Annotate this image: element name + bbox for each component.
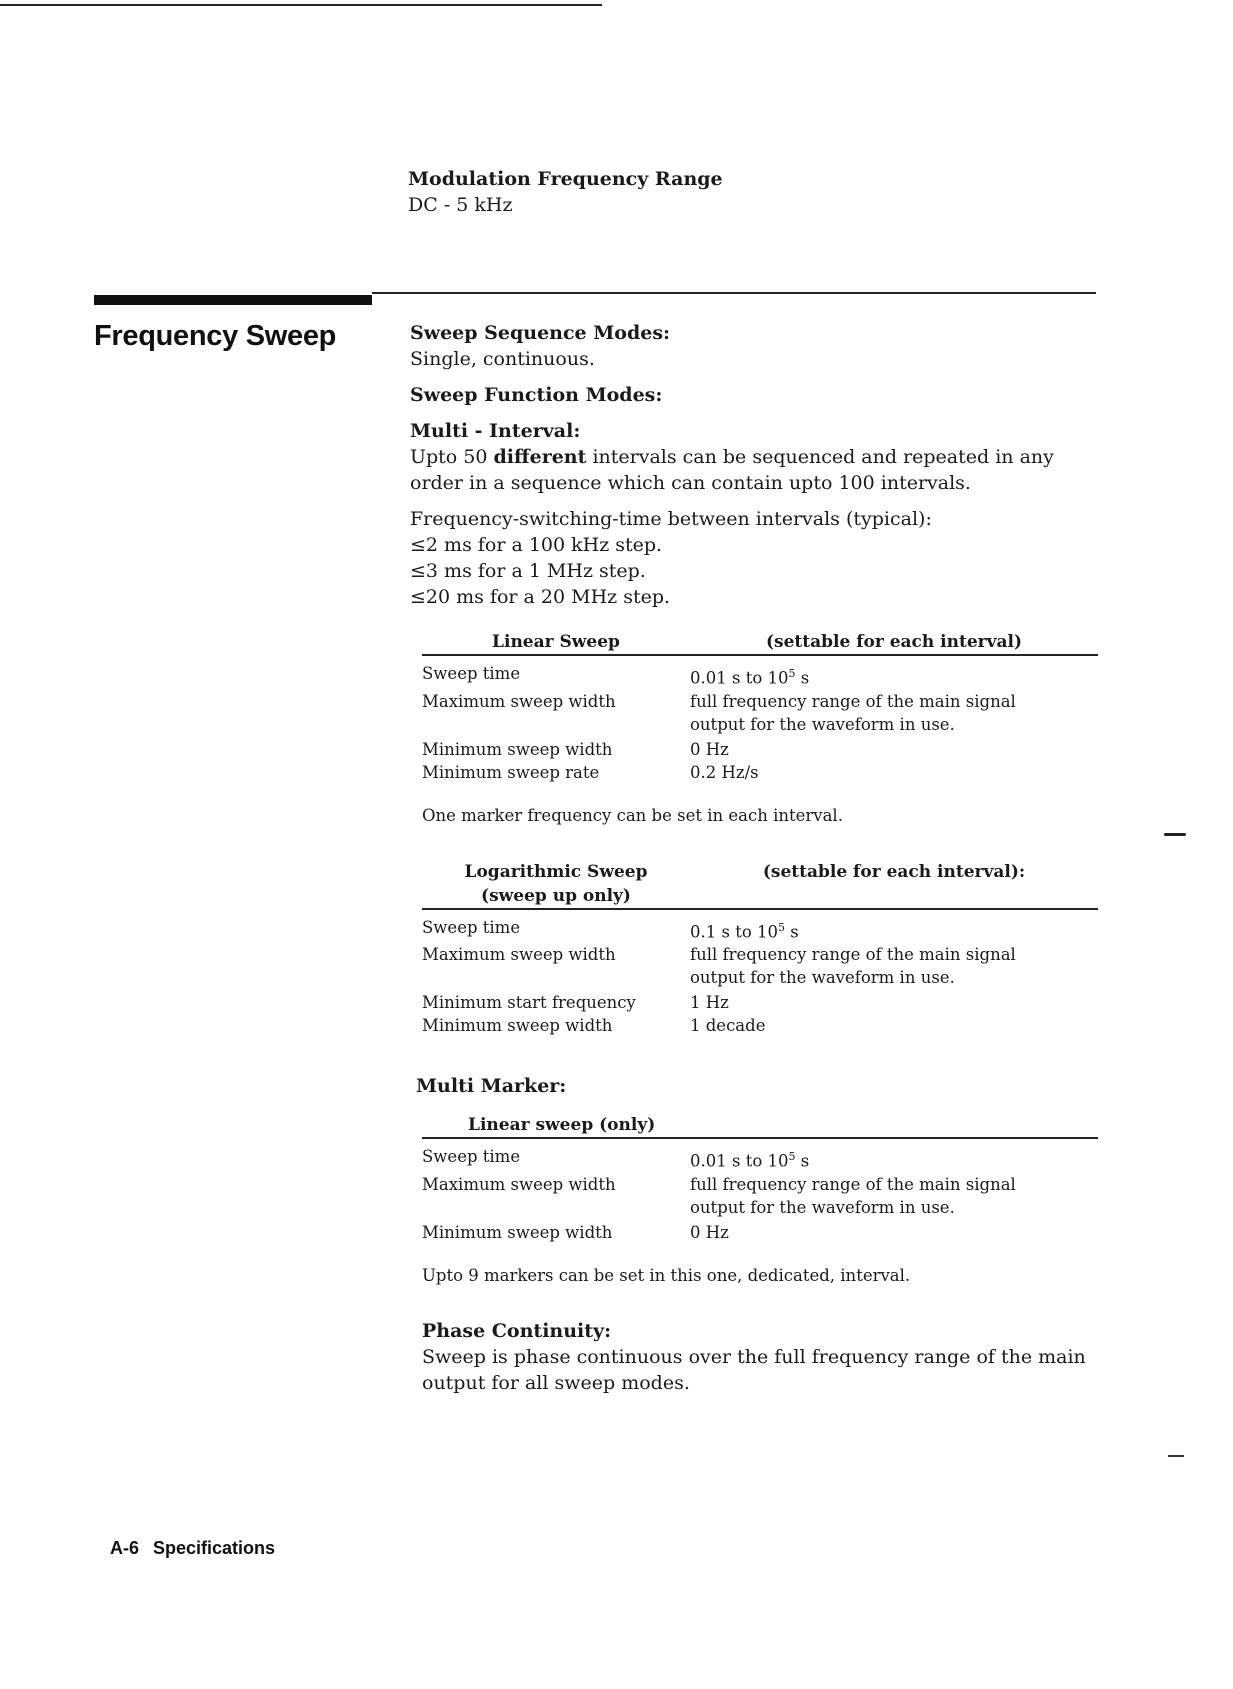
row-label: Maximum sweep width [422,1174,616,1194]
linear-col2-header: (settable for each interval) [765,632,1023,652]
phase-text: Sweep is phase continuous over the full frequency range of the main output for all sweep modes. [422,1345,1086,1394]
row-label: Sweep time [422,664,521,683]
row-value: full frequency range of the main signal output for the waveform in use. [690,691,1016,734]
row-value-pre: 0.01 s to 10 [690,1151,789,1171]
modulation-heading: Modulation Frequency Range [408,168,723,190]
page-number: A-6 [110,1538,140,1558]
log-col1-header-line1: Logarithmic Sweep [464,861,648,882]
table-row [422,690,1098,738]
multi-interval-line2: order in a sequence which can contain upto 100 intervals. [410,472,971,494]
row-label: Minimum sweep width [422,739,613,759]
row-value-post: s [795,1151,810,1171]
row-label: Minimum sweep width [422,1222,613,1242]
switch-step: ≤20 ms for a 20 MHz step. [410,586,671,608]
margin-mark [1164,833,1186,836]
section-content [410,320,1100,1396]
row-label: Maximum sweep width [422,945,616,964]
row-value [690,916,1098,944]
table-row [422,761,1098,784]
linear-note: One marker frequency can be set in each interval. [422,805,843,825]
row-value [690,662,1098,690]
log-col1-header [422,860,690,909]
multi-interval-line1-post: intervals can be sequenced and repeated in any [586,446,1054,468]
log-sweep-table [422,860,1098,1038]
linear-sweep-table [422,630,1098,784]
row-value: 0 Hz [690,739,729,759]
multi-marker-heading-text: Multi Marker: [416,1075,567,1097]
switch-step: ≤3 ms for a 1 MHz step. [410,560,646,582]
multi-interval-heading: Multi - Interval: [410,420,581,442]
table-row [422,1173,1098,1221]
row-value-pre: 0.1 s to 10 [690,922,779,941]
row-value: full frequency range of the main signal output for the waveform in use. [690,945,1016,987]
row-value: 0 Hz [690,1222,729,1242]
row-value-pre: 0.01 s to 10 [690,668,789,688]
row-label: Sweep time [422,917,521,937]
multi-interval-line1 [410,444,1100,470]
row-value: 1 Hz [690,993,729,1012]
log-col1-header-line2: (sweep up only) [481,885,631,906]
row-value-sup: 5 [778,920,786,934]
row-value: full frequency range of the main signal output for the waveform in use. [690,1174,1016,1217]
multi-marker-note: Upto 9 markers can be set in this one, dedicated, interval. [422,1265,911,1285]
section-rule-thin [372,292,1096,294]
footer-label: Specifications [153,1538,276,1558]
multi-marker-heading [416,1073,1100,1099]
row-value-post: s [795,668,810,688]
section-title: Frequency Sweep [94,320,337,352]
switch-time-heading: Frequency-switching-time between intervals (typical): [410,508,932,530]
row-value: 0.2 Hz/s [690,762,759,782]
row-label: Sweep time [422,1147,521,1166]
row-value-post: s [785,922,799,941]
row-label: Minimum sweep rate [422,762,600,782]
sweep-sequence-heading: Sweep Sequence Modes: [410,322,671,344]
row-label: Minimum start frequency [422,993,636,1012]
row-value [690,1145,1098,1173]
modulation-value: DC - 5 kHz [408,194,513,216]
table-row [422,1014,1098,1037]
multi-interval-line1-bold: different [493,446,587,468]
multi-marker-col1-header: Linear sweep (only) [468,1115,656,1135]
row-value-sup: 5 [788,667,796,680]
top-rule [0,4,602,6]
table-row [422,1221,1098,1244]
table-row [422,738,1098,761]
sweep-function-heading: Sweep Function Modes: [410,384,663,406]
row-label: Minimum sweep width [422,1016,613,1035]
row-label: Maximum sweep width [422,691,616,711]
modulation-block [408,166,723,218]
table-row [422,662,1098,690]
linear-col1-header: Linear Sweep [492,632,620,652]
switch-step: ≤2 ms for a 100 kHz step. [410,534,663,556]
multi-marker-table [422,1113,1098,1244]
row-value: 1 decade [690,1016,766,1035]
row-value-sup: 5 [788,1150,796,1163]
log-col2-header: (settable for each interval): [762,861,1026,882]
multi-interval-line1-pre: Upto 50 [410,446,494,468]
margin-mark [1168,1455,1184,1457]
table-row [422,916,1098,944]
table-row [422,991,1098,1014]
sweep-sequence-text: Single, continuous. [410,348,595,370]
phase-heading: Phase Continuity: [422,1319,612,1342]
table-row [422,943,1098,991]
page-footer [110,1538,275,1559]
table-row [422,1145,1098,1173]
section-rule-thick [94,295,372,305]
multi-marker-col2-header [690,1113,1098,1138]
